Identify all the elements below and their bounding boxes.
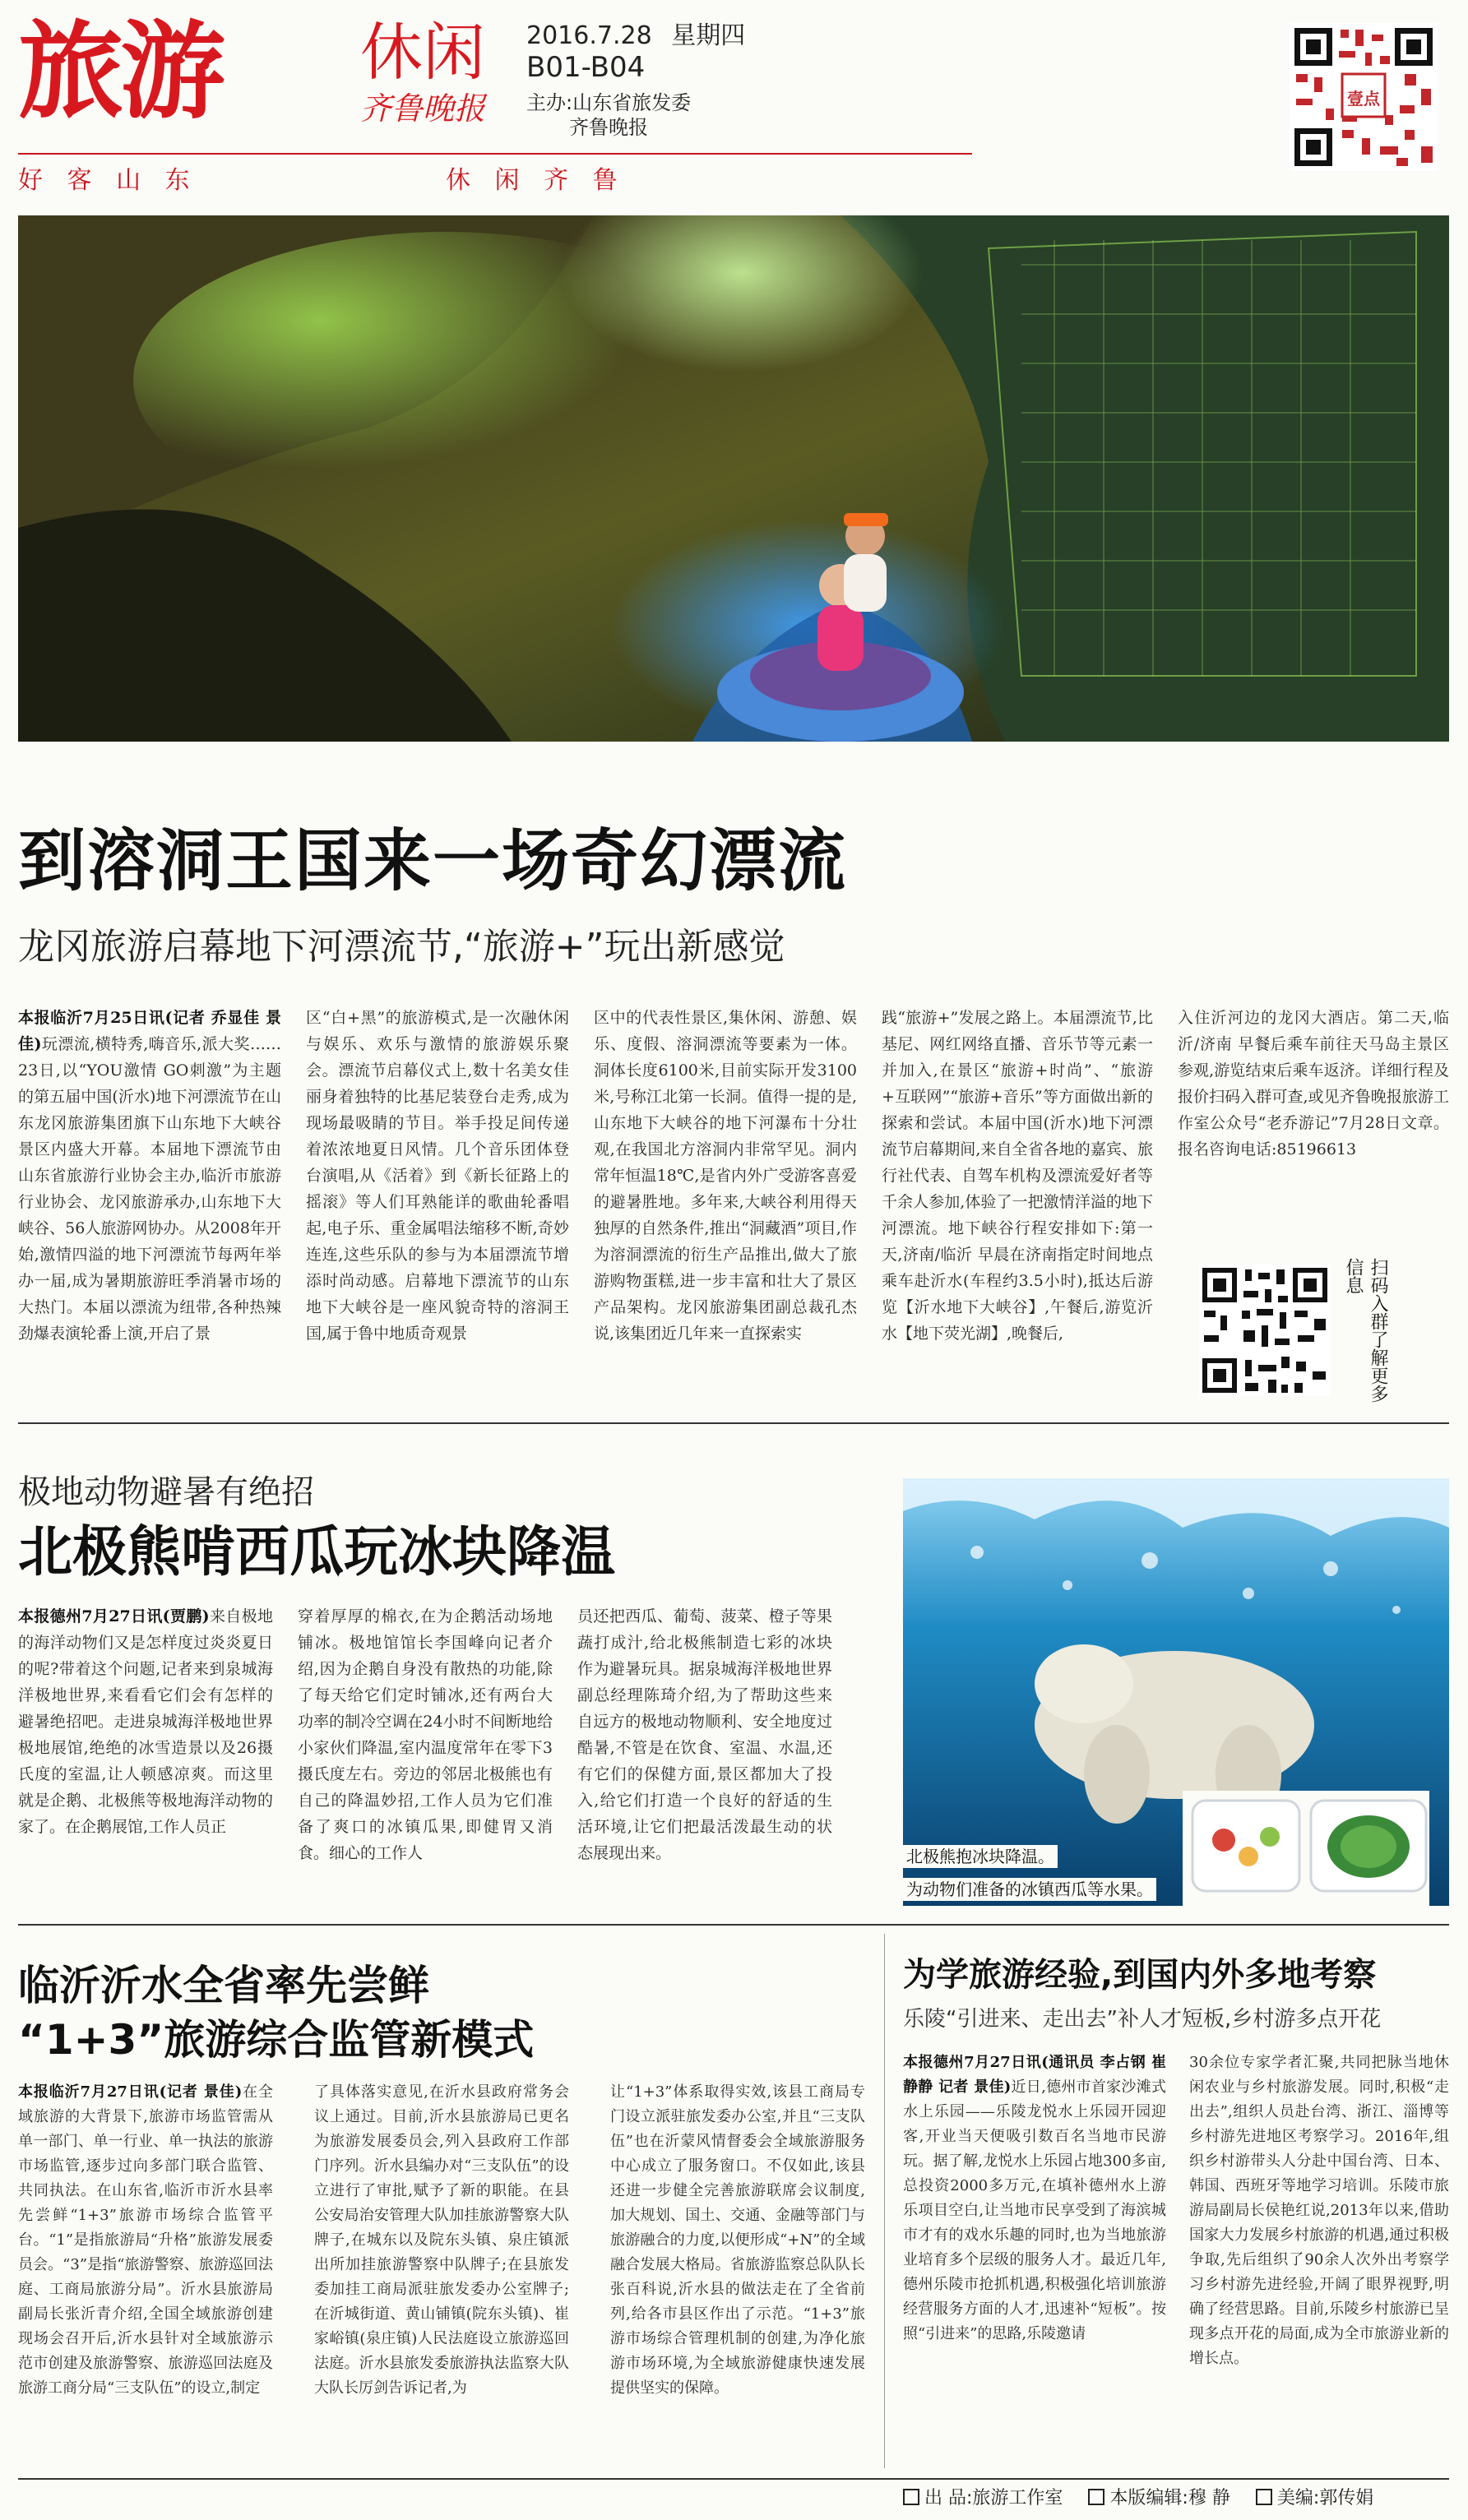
date-text: 2016.7.28 <box>526 21 652 50</box>
footer-square-1 <box>903 2489 919 2505</box>
vertical-divider <box>884 1934 885 2468</box>
masthead-qr-code <box>1290 23 1438 171</box>
weekday-text: 星期四 <box>671 21 746 50</box>
story1-text-4: 践“旅游+”发展之路上。本届漂流节,比基尼、网红网络直播、音乐节等元素一并加入,在景区“旅游+时尚”、“旅游+互联网”“旅游+音乐”等方面做出新的探索和尝试。本届中国(沂水)地下河漂流节启幕期间,来自全省各地的嘉宾、旅行社代表、自驾车机构及漂流爱好者等千余人参加,体验了一把激情洋溢的地下河漂流。地下峡谷行程安排如下:第一天,济南/临沂 早晨在济南指定时间地点乘车赴沂水(车程约3.5小时),抵达后游览【沂水地下大峡谷】,午餐后,游览沂水【地下荧光湖】,晚餐后, <box>882 1009 1153 1343</box>
story3-text-2: 了具体落实意见,在沂水县政府常务会议上通过。目前,沂水县旅游局已更名为旅游发展委员会,列入县政府工作部门序列。沂水县编办对“三支队伍”的设立进行了审批,赋予了新的职能。在县公安局治安管理大队加挂旅游警察大队牌子,在城东以及院东头镇、泉庄镇派出所加挂旅游警察中队牌子;在县旅发委加挂工商局派驻旅发委办公室牌子;在沂城街道、黄山铺镇(院东头镇)、崔家峪镇(泉庄镇)人民法庭设立旅游巡回法庭。沂水县旅发委旅游执法监察大队大队长厉剑告诉记者,为 <box>314 2083 569 2397</box>
story3-headline-2: “1+3”旅游综合监管新模式 <box>18 2016 535 2064</box>
footer-credits <box>903 2486 1373 2511</box>
story1-column-3 <box>594 1005 857 1404</box>
editor-value: 穆 静 <box>1188 2488 1230 2508</box>
story3-text-1: 在全域旅游的大背景下,旅游市场监管需从单一部门、单一行业、单一执法的旅游市场监管,逐步过向多部门联合监管、共同执法。在山东省,临沂市沂水县率先尝鲜“1+3”旅游市场综合监管平台。“1”是指旅游局“升格”旅游发展委员会。“3”是指“旅游警察、旅游巡回法庭、工商局旅游分局”。沂水县旅游局副局长张沂青介绍,全国全域旅游创建现场会召开后,沂水县针对全域旅游示范市创建及旅游警察、旅游巡回法庭及旅游工商分局“三支队伍”的设立,制定 <box>18 2083 273 2397</box>
story4-subheadline: 乐陵“引进来、走出去”补人才短板,乡村游多点开花 <box>903 2007 1382 2032</box>
polar-bear-caption-2: 为动物们准备的冰镇西瓜等水果。 <box>903 1878 1156 1901</box>
story2-text-1: 来自极地的海洋动物们又是怎样度过炎炎夏日的呢?带着这个问题,记者来到泉城海洋极地世界,来看看它们会有怎样的避暑绝招吧。走进泉城海洋极地世界极地展馆,绝绝的冰雪造景以及26摄氏度的室温,让人顿感凉爽。而这里就是企鹅、北极熊等极地海洋动物的家了。在企鹅展馆,工作人员正 <box>18 1607 273 1836</box>
story3-headline-1: 临沂沂水全省率先尝鲜 <box>18 1962 429 2009</box>
group-qr-code[interactable] <box>1199 1265 1331 1396</box>
story2-byline: 本报德州7月27日讯(贾鹏) <box>18 1607 210 1625</box>
story1-text-2: 区“白+黑”的旅游模式,是一次融休闲与娱乐、欢乐与激情的旅游娱乐聚会。漂流节启幕仪式上,数十名美女佳丽身着独特的比基尼装登台走秀,成为现场最吸睛的节目。举手投足间传递着浓浓地夏日风情。几个音乐团体登台演唱,从《活着》到《新长征路上的摇滚》等人们耳熟能详的歌曲轮番唱起,电子乐、重金属唱法缩移不断,奇妙连连,这些乐队的参与为本届漂流节增添时尚动感。启幕地下漂流节的山东地下大峡谷是一座风貌奇特的溶洞王国,属于鲁中地质奇观景 <box>306 1009 569 1343</box>
story2-column-2 <box>298 1603 553 1907</box>
story3-column-2 <box>314 2080 569 2458</box>
page-range: B01-B04 <box>526 51 646 84</box>
story2-text-2: 穿着厚厚的棉衣,在为企鹅活动场地铺冰。极地馆馆长李国峰向记者介绍,因为企鹅自身没有散热的功能,除了每天给它们定时铺冰,还有两台大功率的制冷空调在24小时不间断地给小家伙们降温,室内温度常年在零下3摄氏度左右。旁边的邻居北极熊也有自己的降温妙招,工作人员为它们准备了爽口的冰镇瓜果,即健胃又消食。细心的工作人 <box>298 1607 553 1862</box>
story4-text-1: 近日,德州市首家沙滩式水上乐园——乐陵龙悦水上乐园开园迎客,开业当天便吸引数百名当地市民游玩。据了解,龙悦水上乐园占地300多亩,总投资2000多万元,在填补德州水上游乐项目空白,让当地市民享受到了海滨城市才有的戏水乐趣的同时,也为当地旅游业培育多个层级的服务人才。最近几年,德州乐陵市抢抓机遇,积极强化培训旅游经营服务方面的人才,迅速补“短板”。按照“引进来”的思路,乐陵邀请 <box>903 2078 1166 2342</box>
designer-label: 美编: <box>1276 2488 1320 2508</box>
story4-text-2: 30余位专家学者汇聚,共同把脉当地休闲农业与乡村旅游发展。同时,积极“走出去”,组织人员赴台湾、浙江、淄博等乡村游先进地区考察学习。2016年,组织乡村游带头人分赴中国台湾、日本、韩国、西班牙等地学习培训。乐陵市旅游局副局长侯艳红说,2013年以来,借助国家大力发展乡村旅游的机遇,通过积极争取,先后组织了90余人次外出考察学习乡村游先进经验,开阔了眼界视野,明确了经营思路。目前,乐陵乡村旅游已呈现多点开花的局面,成为全市旅游业新的增长点。 <box>1189 2054 1449 2367</box>
section-title: 休闲 <box>360 16 485 89</box>
sponsor-2: 齐鲁晚报 <box>569 116 648 139</box>
story3-byline: 本报临沂7月27日讯(记者 景佳) <box>18 2083 243 2101</box>
story2-headline: 北极熊啃西瓜玩冰块降温 <box>18 1520 615 1584</box>
slogan-left: 好 客 山 东 <box>18 166 198 195</box>
story3-column-1 <box>18 2080 273 2458</box>
qr-logo-text: 壹点 <box>1347 89 1380 109</box>
story2-kicker: 极地动物避暑有绝招 <box>18 1473 314 1511</box>
designer-value: 郭传娟 <box>1319 2488 1374 2508</box>
divider-1 <box>18 1422 1449 1424</box>
story1-subheadline: 龙冈旅游启幕地下河漂流节,“旅游+”玩出新感觉 <box>18 926 785 968</box>
producer-label: 出 品: <box>924 2488 973 2508</box>
footer-square-3 <box>1256 2489 1272 2505</box>
story4-byline: 本报德州7月27日讯(通讯员 李占钢 崔静静 记者 景佳) <box>903 2054 1166 2096</box>
story1-text-1: 玩漂流,横特秀,嗨音乐,派大奖……23日,以“YOU激情 GO刺激”为主题的第五届中国(沂水)地下河漂流节在山东龙冈旅游集团旗下山东地下大峡谷景区内盛大开幕。本届地下漂流节由山东省旅游行业协会主办,临沂市旅游行业协会、龙冈旅游承办,山东地下大峡谷、56人旅游网协办。从2008年开始,激情四溢的地下河漂流节每两年举办一届,成为暑期旅游旺季消暑市场的大热门。本届以漂流为纽带,各种热辣劲爆表演轮番上演,开启了景 <box>18 1035 281 1343</box>
group-qr-caption: 扫码入群了解更多信息 <box>1343 1258 1388 1403</box>
brand-title: 旅游 <box>18 11 223 133</box>
sponsor-1: 山东省旅发委 <box>572 91 692 114</box>
polar-bear-illustration <box>903 1478 1449 1906</box>
story4-column-1 <box>903 2051 1166 2458</box>
story4-headline: 为学旅游经验,到国内外多地考察 <box>903 1956 1377 1994</box>
story1-column-5 <box>1178 1005 1449 1215</box>
story1-column-1 <box>18 1005 281 1404</box>
issue-date <box>526 21 745 51</box>
story2-column-1 <box>18 1603 273 1907</box>
story3-column-3 <box>610 2080 865 2458</box>
slogan-right: 休 闲 齐 鲁 <box>446 166 626 195</box>
story2-text-3: 员还把西瓜、葡萄、菠菜、橙子等果蔬打成汁,给北极熊制造七彩的冰块作为避暑玩具。据泉城海洋极地世界副总经理陈琦介绍,为了帮助这些来自远方的极地动物顺利、安全地度过酷暑,不管是在饮食、室温、水温,还有它们的保健方面,景区都加大了投入,给它们打造一个良好的舒适的生活环境,让它们把最活泼最生动的状态展现出来。 <box>577 1607 832 1862</box>
story1-headline: 到溶洞王国来一场奇幻漂流 <box>18 822 848 900</box>
story1-column-2 <box>306 1005 569 1404</box>
polar-bear-photo <box>903 1478 1449 1906</box>
footer-square-2 <box>1088 2489 1104 2505</box>
cave-rafting-photo <box>18 215 1449 742</box>
story4-column-2 <box>1189 2051 1449 2458</box>
newspaper-logo: 齐鲁晚报 <box>360 90 486 127</box>
masthead <box>0 0 1468 206</box>
polar-bear-caption-1: 北极熊抱冰块降温。 <box>903 1845 1058 1868</box>
story1-text-5: 入住沂河边的龙冈大酒店。第二天,临沂/济南 早餐后乘车前往天马岛主景区参观,游览结束后乘车返济。详细行程及报价扫码入群可查,或见齐鲁晚报旅游工作室公众号“老乔游记”7月28日文章。报名咨询电话:85196613 <box>1178 1009 1449 1158</box>
slogan-bar <box>18 153 972 195</box>
footer-rule <box>18 2478 1449 2480</box>
story2-column-3 <box>577 1603 832 1907</box>
sponsor-label: 主办: <box>526 91 573 114</box>
group-qr-pattern <box>1199 1265 1331 1396</box>
story1-text-3: 区中的代表性景区,集休闲、游憩、娱乐、度假、溶洞漂流等要素为一体。洞体长度6100米,目前实际开发3100米,号称江北第一长洞。值得一提的是,山东地下大峡谷的地下河瀑布十分壮观,在我国北方溶洞内非常罕见。洞内常年恒温18℃,是省内外广受游客喜爱的避暑胜地。多年来,大峡谷利用得天独厚的自然条件,推出“洞藏酒”项目,作为溶洞漂流的衍生产品推出,做大了旅游购物蛋糕,进一步丰富和壮大了景区产品架构。龙冈旅游集团副总裁孔杰说,该集团近几年来一直探索实 <box>594 1009 857 1343</box>
story1-byline: 本报临沂7月25日讯(记者 乔显佳 景佳) <box>18 1009 281 1053</box>
cave-rafting-illustration <box>18 215 1449 742</box>
story3-text-3: 让“1+3”体系取得实效,该县工商局专门设立派驻旅发委办公室,并且“三支队伍”也在沂蒙风情督委会全域旅游服务中心成立了服务窗口。不仅如此,该县还进一步健全完善旅游联席会议制度,加大规划、国土、交通、金融等部门与旅游融合的力度,以便形成“+N”的全域融合发展大格局。省旅游监察总队队长张百科说,沂水县的做法走在了全省前列,给各市县区作出了示范。“1+3”旅游市场综合管理机制的创建,为净化旅游市场环境,为全域旅游健康快速发展提供坚实的保障。 <box>610 2083 865 2397</box>
producer-value: 旅游工作室 <box>972 2488 1063 2508</box>
editor-label: 本版编辑: <box>1109 2488 1188 2508</box>
sponsor-block <box>526 90 691 140</box>
divider-2 <box>18 1924 1449 1926</box>
story1-column-4 <box>882 1005 1153 1404</box>
